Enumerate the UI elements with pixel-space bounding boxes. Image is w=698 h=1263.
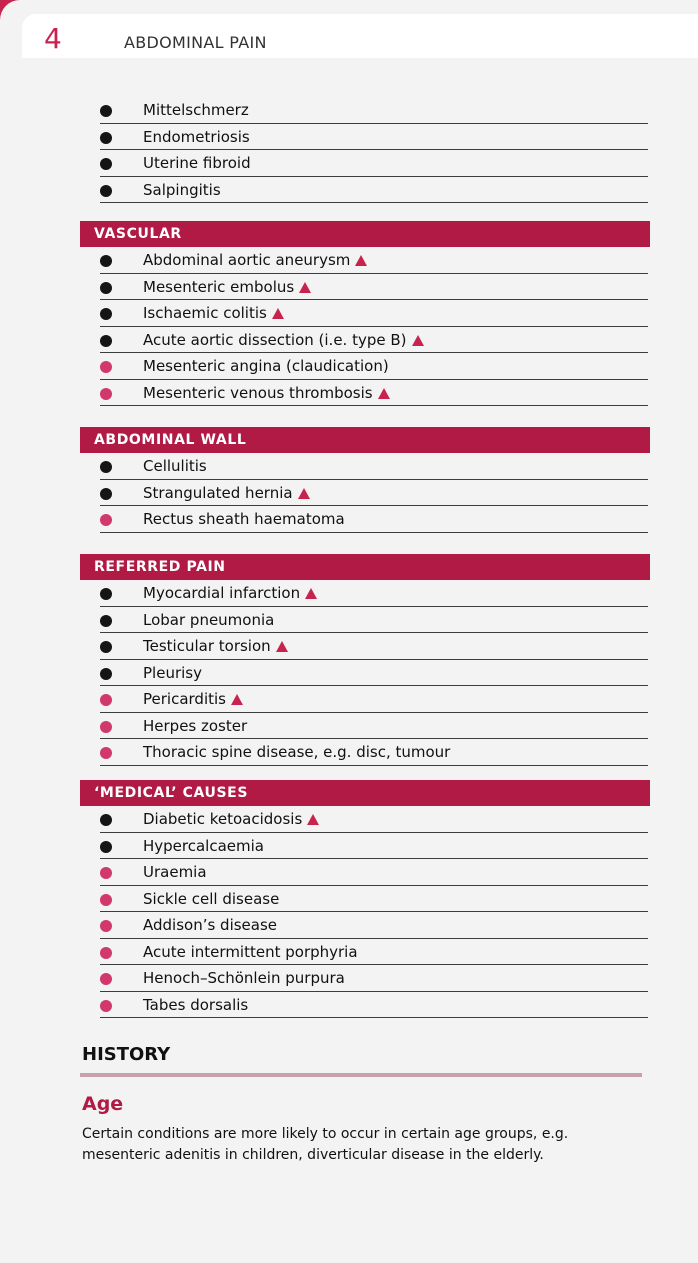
item-text: Thoracic spine disease, e.g. disc, tumour: [143, 743, 451, 761]
item-label: [143, 610, 274, 630]
page-number: 4: [44, 22, 62, 55]
item-text: Cellulitis: [143, 457, 207, 475]
item-text: Hypercalcaemia: [143, 836, 264, 855]
item-text: Salpingitis: [143, 180, 221, 199]
item-label: [143, 689, 243, 709]
history-heading: HISTORY: [82, 1044, 171, 1065]
item-text: Mittelschmerz: [143, 101, 249, 119]
list-item: [100, 607, 648, 634]
item-text: Lobar pneumonia: [143, 610, 275, 629]
section-items: [0, 453, 698, 533]
warning-triangle-icon: [305, 588, 317, 599]
list-item: [100, 453, 648, 480]
section-vascular: [0, 221, 698, 406]
section-heading: REFERRED PAIN: [80, 554, 650, 580]
bullet-icon: [100, 514, 112, 526]
item-label: [143, 383, 390, 403]
bullet-icon: [100, 255, 112, 267]
list-item: [100, 833, 648, 860]
list-item: [100, 124, 648, 151]
bullet-icon: [100, 894, 112, 906]
item-text: Sickle cell disease: [143, 889, 280, 908]
section-medical-causes: [0, 780, 698, 1018]
section-heading: VASCULAR: [80, 221, 650, 247]
list-item: [100, 480, 648, 507]
item-text: Abdominal aortic aneurysm: [143, 251, 351, 269]
item-label: [143, 742, 450, 762]
item-text: Myocardial infarction: [143, 584, 301, 602]
item-label: [143, 862, 207, 882]
top-list-items: [0, 97, 698, 203]
running-head: ABDOMINAL PAIN: [124, 33, 267, 52]
item-label: [143, 889, 279, 909]
bullet-icon: [100, 132, 112, 144]
bullet-icon: [100, 747, 112, 759]
section-referred-pain: [0, 554, 698, 766]
item-text: Acute intermittent porphyria: [143, 942, 358, 961]
item-text: Testicular torsion: [143, 637, 271, 655]
list-item: [100, 859, 648, 886]
list-item: [100, 506, 648, 533]
warning-triangle-icon: [276, 641, 288, 652]
list-item: [100, 580, 648, 607]
warning-triangle-icon: [412, 335, 424, 346]
item-label: [143, 356, 389, 376]
top-list: [0, 97, 698, 203]
item-text: Uterine fibroid: [143, 154, 251, 172]
bullet-icon: [100, 867, 112, 879]
warning-triangle-icon: [231, 694, 243, 705]
item-label: [143, 483, 310, 503]
warning-triangle-icon: [355, 255, 367, 266]
item-text: Mesenteric angina (claudication): [143, 357, 389, 375]
item-label: [143, 968, 345, 988]
list-item: [100, 713, 648, 740]
list-item: [100, 353, 648, 380]
item-label: [143, 303, 284, 323]
item-label: [143, 127, 250, 147]
item-label: [143, 277, 311, 297]
age-paragraph: Certain conditions are more likely to occur in certain age groups, e.g. mesenteric adenitis in children, diverticular disease in the elderly.: [82, 1126, 569, 1163]
list-item: [100, 97, 648, 124]
bullet-icon: [100, 1000, 112, 1012]
item-text: Mesenteric venous thrombosis: [143, 383, 373, 402]
list-item: [100, 633, 648, 660]
section-heading: ‘MEDICAL’ CAUSES: [80, 780, 650, 806]
list-item: [100, 150, 648, 177]
item-text: Pleurisy: [143, 663, 202, 682]
list-item: [100, 886, 648, 913]
bullet-icon: [100, 361, 112, 373]
warning-triangle-icon: [378, 388, 390, 399]
item-text: Pericarditis: [143, 690, 226, 708]
bullet-icon: [100, 947, 112, 959]
bullet-icon: [100, 158, 112, 170]
section-heading: ABDOMINAL WALL: [80, 427, 650, 453]
list-item: [100, 274, 648, 301]
bullet-icon: [100, 282, 112, 294]
list-item: [100, 992, 648, 1019]
bullet-icon: [100, 335, 112, 347]
item-text: Acute aortic dissection (i.e. type B): [143, 330, 407, 349]
item-text: Addison’s disease: [143, 916, 278, 934]
item-text: Rectus sheath haematoma: [143, 510, 345, 528]
item-text: Tabes dorsalis: [143, 995, 249, 1014]
item-label: [143, 942, 358, 962]
list-item: [100, 300, 648, 327]
item-text: Herpes zoster: [143, 716, 248, 735]
item-label: [143, 153, 251, 173]
section-items: [0, 580, 698, 766]
list-item: [100, 660, 648, 687]
item-label: [143, 809, 319, 829]
list-item: [100, 965, 648, 992]
list-item: [100, 806, 648, 833]
item-text: Mesenteric embolus: [143, 277, 295, 296]
bullet-icon: [100, 488, 112, 500]
list-item: [100, 327, 648, 354]
bullet-icon: [100, 308, 112, 320]
bullet-icon: [100, 185, 112, 197]
list-item: [100, 686, 648, 713]
item-text: Strangulated hernia: [143, 483, 293, 502]
item-text: Ischaemic colitis: [143, 304, 267, 322]
bullet-icon: [100, 588, 112, 600]
item-label: [143, 180, 221, 200]
bullet-icon: [100, 694, 112, 706]
list-item: [100, 177, 648, 204]
bullet-icon: [100, 641, 112, 653]
bullet-icon: [100, 615, 112, 627]
bullet-icon: [100, 388, 112, 400]
list-item: [100, 739, 648, 766]
item-label: [143, 330, 424, 350]
item-text: Endometriosis: [143, 127, 250, 146]
bullet-icon: [100, 920, 112, 932]
warning-triangle-icon: [299, 282, 311, 293]
item-label: [143, 509, 345, 529]
item-text: Uraemia: [143, 863, 207, 881]
item-text: Diabetic ketoacidosis: [143, 810, 303, 828]
age-subheading: Age: [82, 1093, 124, 1115]
warning-triangle-icon: [298, 488, 310, 499]
item-label: [143, 636, 288, 656]
item-label: [143, 456, 207, 476]
item-label: [143, 716, 247, 736]
item-label: [143, 836, 264, 856]
bullet-icon: [100, 841, 112, 853]
warning-triangle-icon: [307, 814, 319, 825]
bullet-icon: [100, 668, 112, 680]
list-item: [100, 380, 648, 407]
item-label: [143, 663, 202, 683]
warning-triangle-icon: [272, 308, 284, 319]
list-item: [100, 912, 648, 939]
bullet-icon: [100, 973, 112, 985]
list-item: [100, 247, 648, 274]
item-label: [143, 995, 248, 1015]
item-label: [143, 915, 277, 935]
item-label: [143, 250, 367, 270]
section-items: [0, 247, 698, 406]
section-abdominal-wall: [0, 427, 698, 533]
bullet-icon: [100, 814, 112, 826]
bullet-icon: [100, 105, 112, 117]
history-rule: [80, 1073, 642, 1077]
item-label: [143, 583, 317, 603]
list-item: [100, 939, 648, 966]
bullet-icon: [100, 721, 112, 733]
section-items: [0, 806, 698, 1018]
item-text: Henoch–Schönlein purpura: [143, 969, 345, 987]
item-label: [143, 100, 249, 120]
bullet-icon: [100, 461, 112, 473]
